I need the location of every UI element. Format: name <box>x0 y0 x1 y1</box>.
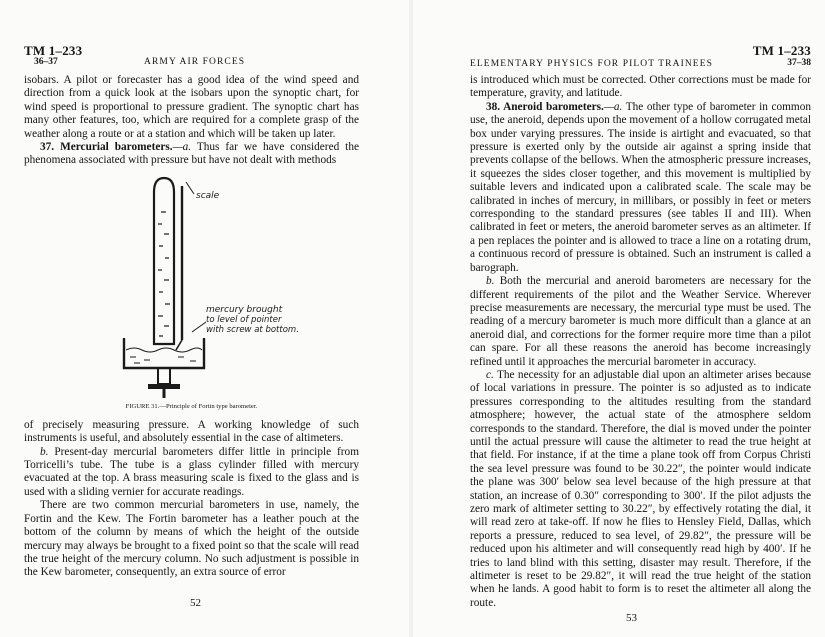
figure-caption: FIGURE 31.—Principle of Fortin type barometer. <box>125 402 258 410</box>
left-paragraph-ref: 36–37 <box>34 57 58 67</box>
fortin-barometer-illustration <box>114 172 344 402</box>
section-37-text: Thus far we have considered the phenomena associated with pressure but have not dealt with methods <box>24 141 359 167</box>
section-38-a-marker: —a. <box>603 100 623 113</box>
mercury-label-line-2: to level of pointer <box>206 314 282 325</box>
scale-label: scale <box>196 190 220 201</box>
left-page-number: 52 <box>190 597 201 609</box>
right-c-marker: c. <box>486 368 494 381</box>
right-b-text: Both the mercurial and aneroid barometers are necessary for the different requirements of the pilot and the Weather Service. Wherever precise measurements are necessary, the mercurial type must be used. The reading of a mercury barometer is much more difficult than a glance at an aneroid dial, and corrections for the former require more time than a pilot can spare. For all these reasons the aneroid has become increasingly refined until it approaches the mercurial barometer in accuracy. <box>470 275 811 368</box>
left-header <box>24 44 359 74</box>
left-b-marker: b. <box>40 445 49 458</box>
right-page-content <box>470 44 811 610</box>
right-tm-number: TM 1–233 <box>752 43 811 58</box>
section-38-heading: 38. Aneroid barometers. <box>486 100 604 113</box>
right-paragraph-ref: 37–38 <box>787 58 811 68</box>
right-paragraph-c <box>470 369 811 610</box>
right-paragraph-b <box>470 275 811 369</box>
section-37-paragraph <box>24 141 359 168</box>
left-paragraph-measuring: of precisely measuring pressure. A working knowledge of such instruments is useful, and absolutely essential in the case of altimeters. <box>24 418 359 445</box>
right-b-marker: b. <box>486 275 495 288</box>
figure-31 <box>24 172 359 417</box>
right-page-number: 53 <box>626 612 637 624</box>
left-b-text: Present-day mercurial barometers differ little in principle from Torricelli’s tube. The tube is a glass cylinder filled with mercury evacuated at the top. A brass measuring scale is fixed to the glass and is used with a sliding vernier for accurate readings. <box>24 445 359 498</box>
left-paragraph-isobars: isobars. A pilot or forecaster has a good idea of the wind speed and direction from a quick look at the isobars upon the synoptic chart, for wind speed is proportional to pressure gradient. The synoptic chart has many other features, too, which are required for a complete grasp of the weather along a route or at a station and which will be taken up later. <box>24 74 359 140</box>
left-tm-number: TM 1–233 <box>24 43 83 58</box>
right-c-text: The necessity for an adjustable dial upon an altimeter arises because of local variations in pressure. The pointer is so adjusted as to indicate pressures corresponding to the altitudes resulting from the standard atmosphere; however, the actual state of the atmosphere seldom corresponds to the standard. Therefore, the dial is moved under the pointer until the actual pressure will cause the altimeter to read the true height at that field. For instance, if at the time a plane took off from Corpus Christi the sea level pressure was found to be 30.22″, the pointer would indicate the plane was 300′ below sea level because of the high pressure at that station, an increase of 0.30″ corresponding to 300′. If the pilot adjusts the zero mark of altimeter setting to 30.22″, by effectively rotating the dial, it will read zero at take-off. If now he flies to Hensley Field, Dallas, which reports a pressure, reduced to sea level, of 29.82″, the pressure will be reduced upon his altimeter and will consequently read high by 400′. If he tries to land blind with this setting, disaster may result. Therefore, if the altimeter is reset to be 29.82″, it will read the true height of the station when he lands. A good habit to form is to reset the altimeter all along the route. <box>470 368 811 609</box>
section-37-a-marker: —a. <box>172 141 192 154</box>
left-paragraph-b <box>24 446 359 500</box>
mercury-label-line-1: mercury brought <box>206 304 283 315</box>
left-running-head: ARMY AIR FORCES <box>144 57 246 67</box>
right-running-head: ELEMENTARY PHYSICS FOR PILOT TRAINEES <box>470 59 713 69</box>
section-37-heading: 37. Mercurial barometers. <box>40 141 173 154</box>
left-page <box>0 0 410 637</box>
right-paragraph-corrections: is introduced which must be corrected. Other corrections must be made for temperature, gravity, and latitude. <box>470 74 811 100</box>
right-page <box>413 0 825 637</box>
section-38-text: The other type of barometer in common use, the aneroid, depends upon the movement of a hollow corrugated metal box under varying pressures. The inside is airtight and evacuated, so that pressure is exerted only by the outside air against a spring inside that prevents collapse of the bellows. When the atmospheric pressure increases, it squeezes the sides closer together, and this movement is multiplied by suitable levers and indicated upon a calibrated scale. The scale may be calibrated in inches of mercury, in millibars, or possibly in feet or meters corresponding to the standard pressures (see tables II and III). When calibrated in feet or meters, the aneroid barometer serves as an altimeter. If a pen replaces the pointer and is allowed to trace a line on a rotating drum, a continuous record of pressure is obtained. Such an instrument is called a barograph. <box>470 100 811 274</box>
section-38-paragraph <box>470 101 811 275</box>
left-page-content <box>24 44 359 580</box>
mercury-label-line-3: with screw at bottom. <box>206 324 299 335</box>
left-paragraph-fortin-kew: There are two common mercurial barometers in use, namely, the Fortin and the Kew. The Fortin barometer has a leather pouch at the bottom of the column by means of which the height of the outside mercury may always be brought to a fixed point so that the scale will read the true height of the mercury column. No such adjustment is possible in the Kew barometer, consequently, an extra source of error <box>24 499 359 579</box>
right-header <box>470 44 811 74</box>
